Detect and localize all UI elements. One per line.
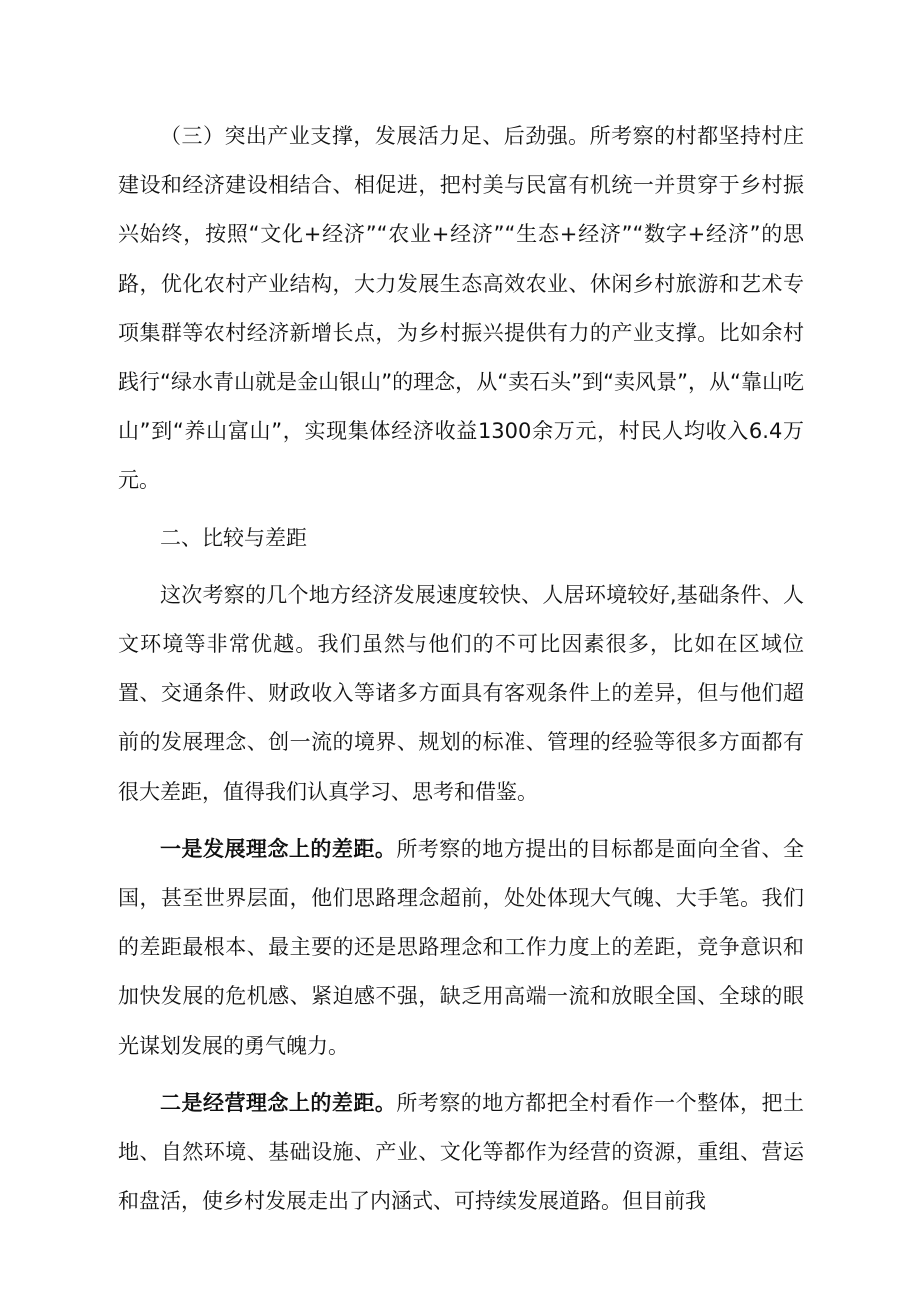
document-body	[118, 112, 804, 1226]
paragraph-comparison-intro	[118, 571, 804, 817]
heading-text: 二、比较与差距	[160, 525, 307, 550]
paragraph-industry-support	[118, 112, 804, 506]
paragraph-text: （三）突出产业支撑，发展活力足、后劲强。所考察的村都坚持村庄建设和经济建设相结合、相促进，把村美与民富有机统一并贯穿于乡村振兴始终，按照“文化+经济”“农业+经济”“生态+经济”“数字+经济”的思路，优化农村产业结构，大力发展生态高效农业、休闲乡村旅游和艺术专项集群等农村经济新增长点，为乡村振兴提供有力的产业支撑。比如余村践行“绿水青山就是金山银山”的理念，从“卖石头”到“卖风景”，从“靠山吃山”到“养山富山”，实现集体经济收益1300余万元，村民人均收入6.4万元。	[118, 124, 804, 493]
paragraph-development-concept-gap	[118, 825, 804, 1071]
paragraph-text: 所考察的地方提出的目标都是面向全省、全国，甚至世界层面，他们思路理念超前，处处体现大气魄、大手笔。我们的差距最根本、最主要的还是思路理念和工作力度上的差距，竞争意识和加快发展的危机感、紧迫感不强，缺乏用高端一流和放眼全国、全球的眼光谋划发展的勇气魄力。	[118, 836, 805, 1058]
paragraph-lead: 二是经营理念上的差距。	[160, 1090, 397, 1115]
paragraph-management-concept-gap	[118, 1079, 804, 1227]
paragraph-lead: 一是发展理念上的差距。	[160, 836, 397, 861]
paragraph-text: 这次考察的几个地方经济发展速度较快、人居环境较好,基础条件、人文环境等非常优越。我们虽然与他们的不可比因素很多，比如在区域位置、交通条件、财政收入等诸多方面具有客观条件上的差异，但与他们超前的发展理念、创一流的境界、规划的标准、管理的经验等很多方面都有很大差距，值得我们认真学习、思考和借鉴。	[118, 582, 804, 804]
paragraph-text: 所考察的地方都把全村看作一个整体，把土地、自然环境、基础设施、产业、文化等都作为经营的资源，重组、营运和盘活，使乡村发展走出了内涵式、可持续发展道路。但目前我	[118, 1090, 805, 1214]
section-heading-comparison	[118, 514, 804, 563]
